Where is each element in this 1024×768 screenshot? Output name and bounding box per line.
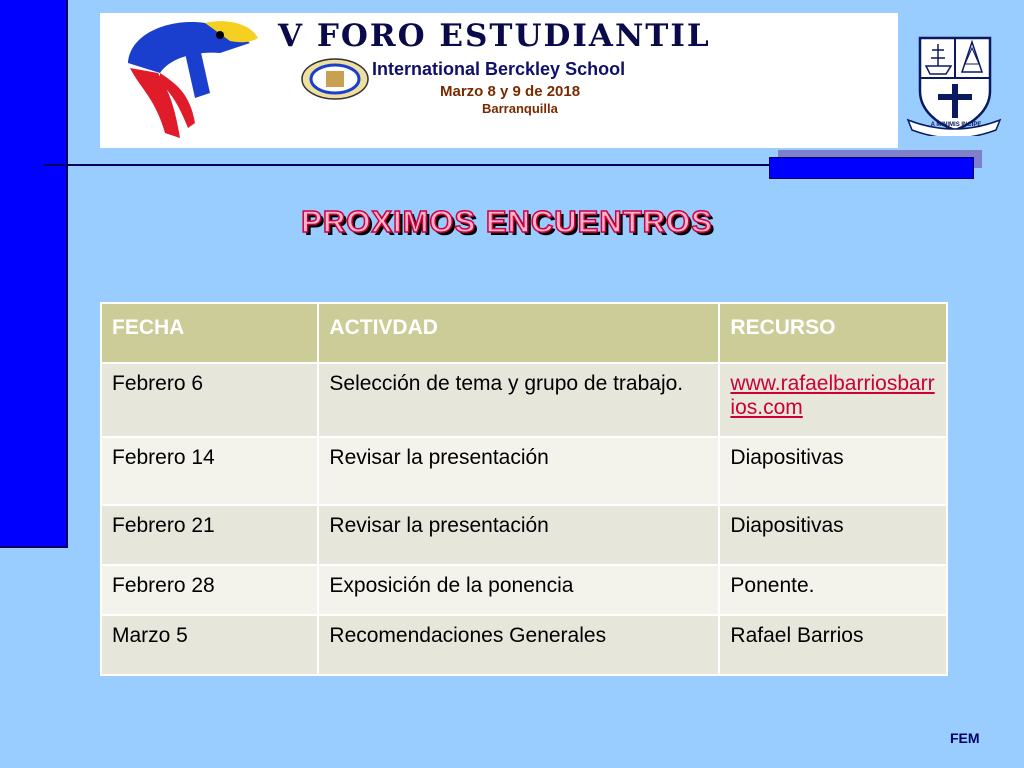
table-row xyxy=(101,505,947,565)
cell-actividad: Exposición de la ponencia xyxy=(318,565,719,615)
school-seal-icon xyxy=(300,57,370,101)
banner-title: V FORO ESTUDIANTIL xyxy=(278,18,711,54)
crest-motto: A MINIMIS INCIPE xyxy=(930,122,982,128)
cell-fecha: Febrero 28 xyxy=(101,565,318,615)
table-row xyxy=(101,363,947,437)
cell-recurso: Ponente. xyxy=(719,565,947,615)
table-header-row xyxy=(101,303,947,363)
cell-recurso xyxy=(719,363,947,437)
banner-school-name: International Berckley School xyxy=(372,59,626,79)
crest-shield-icon xyxy=(906,36,1002,136)
left-accent-bar xyxy=(0,0,68,548)
school-crest xyxy=(906,36,1002,136)
parrot-logo-icon xyxy=(100,13,260,148)
cell-recurso: Diapositivas xyxy=(719,437,947,505)
cell-fecha: Febrero 14 xyxy=(101,437,318,505)
schedule-table xyxy=(100,302,948,676)
table-row xyxy=(101,615,947,675)
cell-actividad: Revisar la presentación xyxy=(318,437,719,505)
cell-fecha: Febrero 21 xyxy=(101,505,318,565)
page-title: PROXIMOS ENCUENTROS xyxy=(301,204,713,239)
recurso-link[interactable]: www.rafaelbarriosbarrios.com xyxy=(730,372,935,419)
table-row xyxy=(101,437,947,505)
banner-city: Barranquilla xyxy=(482,101,558,116)
header-recurso: RECURSO xyxy=(719,303,947,363)
footer-label: FEM xyxy=(950,730,980,746)
event-banner xyxy=(100,13,898,148)
table-row xyxy=(101,565,947,615)
accent-bar xyxy=(769,157,974,179)
cell-recurso: Diapositivas xyxy=(719,505,947,565)
cell-actividad: Revisar la presentación xyxy=(318,505,719,565)
header-fecha: FECHA xyxy=(101,303,318,363)
cell-actividad: Selección de tema y grupo de trabajo. xyxy=(318,363,719,437)
cell-recurso: Rafael Barrios xyxy=(719,615,947,675)
cell-actividad: Recomendaciones Generales xyxy=(318,615,719,675)
header-actividad: ACTIVDAD xyxy=(318,303,719,363)
cell-fecha: Febrero 6 xyxy=(101,363,318,437)
banner-date: Marzo 8 y 9 de 2018 xyxy=(440,83,581,100)
cell-fecha: Marzo 5 xyxy=(101,615,318,675)
